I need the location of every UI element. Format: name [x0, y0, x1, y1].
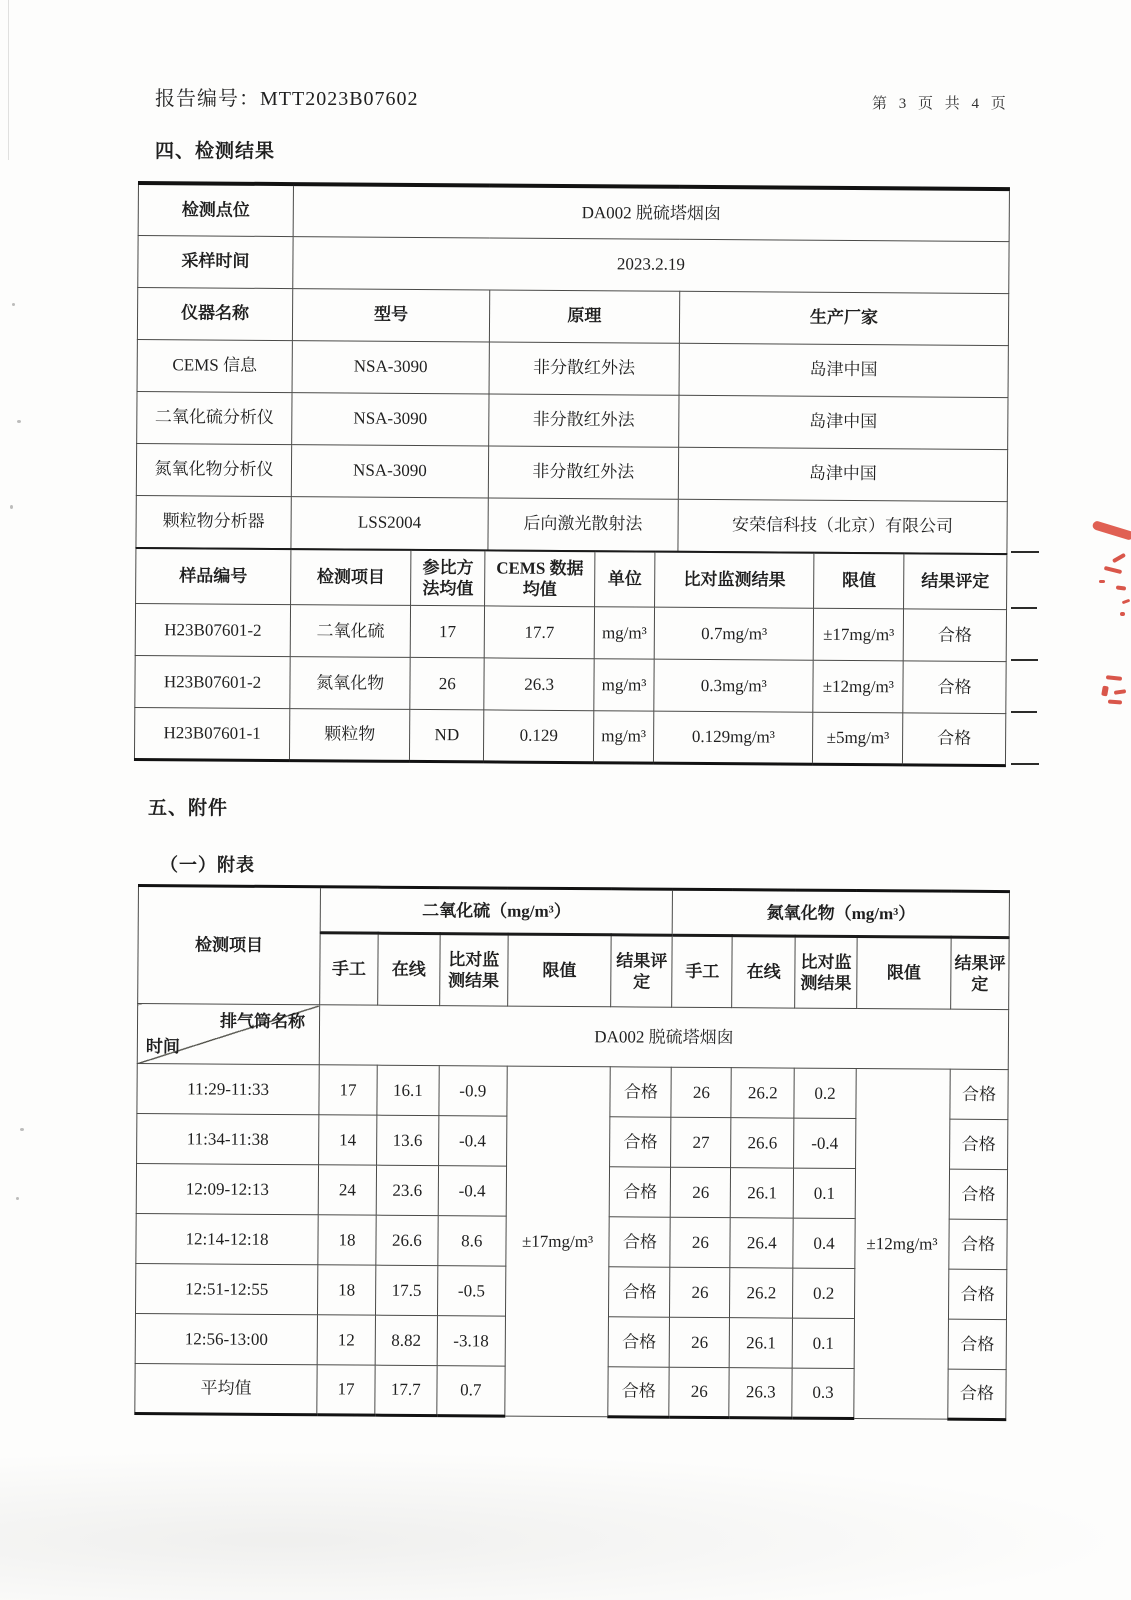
subsection-title-appendix: （一）附表 — [160, 855, 255, 875]
cell: -0.4 — [438, 1166, 506, 1216]
header-cell: 单位 — [595, 551, 655, 607]
cell: 17 — [317, 1365, 375, 1415]
header-cell: 手工 — [672, 935, 733, 1007]
table-row — [137, 1004, 1008, 1070]
scan-speck — [12, 303, 15, 306]
cell: 26.3 — [729, 1368, 792, 1418]
cell: DA002 脱硫塔烟囱 — [293, 184, 1009, 241]
cell: 8.6 — [438, 1216, 506, 1266]
cell: -0.4 — [794, 1118, 856, 1168]
cell: 26.6 — [376, 1215, 438, 1265]
cell: mg/m³ — [594, 607, 654, 659]
header-cell: 限值 — [814, 552, 904, 609]
cell: 颗粒物分析器 — [136, 495, 291, 548]
cell: 11:29-11:33 — [137, 1063, 319, 1114]
cell: 岛津中国 — [678, 447, 1008, 501]
cell: -0.5 — [437, 1266, 505, 1316]
cell: 17.7 — [375, 1365, 437, 1415]
header-cell: 限值 — [507, 934, 611, 1007]
cell: 非分散红外法 — [488, 445, 678, 498]
stamp-mark — [1120, 612, 1125, 616]
page-indicator: 第 3 页 共 4 页 — [872, 96, 1010, 112]
cell: 26 — [671, 1067, 731, 1117]
header-cell: 参比方法均值 — [411, 549, 485, 606]
diagonal-header-cell — [137, 1004, 319, 1065]
cell: H23B07601-2 — [135, 655, 290, 708]
so2-limit-cell: ±17mg/m³ — [505, 1066, 611, 1417]
cell: 合格 — [610, 1067, 671, 1117]
cell: 24 — [318, 1165, 376, 1215]
cell: NSA-3090 — [292, 392, 489, 445]
header-cell: 结果评定 — [951, 937, 1009, 1009]
cell: 12:09-12:13 — [136, 1163, 318, 1214]
results-table-block — [134, 181, 1010, 767]
cell: 合格 — [903, 609, 1006, 662]
cell: 17 — [410, 605, 484, 658]
cell: 14 — [319, 1115, 377, 1165]
cell: 26 — [670, 1217, 730, 1267]
cell: 合格 — [950, 1119, 1008, 1169]
cell: 8.82 — [375, 1315, 437, 1365]
cell: 0.4 — [793, 1218, 855, 1268]
cell: 26.1 — [730, 1318, 793, 1368]
cell: H23B07601-1 — [134, 707, 289, 760]
instrument-table — [135, 181, 1010, 554]
table-row — [138, 235, 1009, 293]
table-row — [137, 1063, 1008, 1119]
scan-speck — [17, 420, 21, 423]
cell: 合格 — [903, 713, 1006, 766]
cell: 后向激光散射法 — [488, 497, 678, 550]
cell: 安荣信科技（北京）有限公司 — [678, 499, 1008, 553]
nox-limit-cell: ±12mg/m³ — [854, 1069, 951, 1420]
cell: NSA-3090 — [291, 444, 488, 497]
cell: 0.2 — [793, 1268, 855, 1318]
cell: 合格 — [609, 1267, 670, 1317]
cell: 16.1 — [377, 1065, 439, 1115]
cell: mg/m³ — [593, 711, 653, 763]
cell: 合格 — [609, 1217, 670, 1267]
cell: 26 — [670, 1267, 730, 1317]
scan-speck — [16, 1197, 19, 1200]
table-row — [137, 391, 1008, 449]
cell: -0.9 — [439, 1066, 507, 1116]
header-cell: 结果评定 — [904, 553, 1007, 610]
table-row — [136, 547, 1007, 609]
cell: 12:51-12:55 — [136, 1263, 318, 1314]
cell: -0.4 — [438, 1116, 506, 1166]
cell: CEMS 信息 — [137, 339, 292, 392]
cell: LSS2004 — [291, 496, 488, 549]
cell: 0.3mg/m³ — [654, 659, 814, 712]
section-title-results: 四、检测结果 — [155, 141, 276, 162]
stamp-mark — [1101, 686, 1109, 697]
sample-comparison-table — [134, 546, 1007, 767]
table-row — [136, 495, 1007, 553]
scan-line-artifact — [1011, 763, 1039, 765]
header-cell: CEMS 数据均值 — [485, 550, 595, 607]
header-cell: 手工 — [320, 933, 378, 1005]
cell: 0.7 — [437, 1366, 505, 1416]
cell: ±17mg/m³ — [814, 608, 904, 661]
header-cell: 样品编号 — [136, 547, 291, 604]
cell: 26.1 — [731, 1168, 794, 1218]
group-header-nox: 氮氧化物（mg/m³） — [672, 889, 1009, 937]
cell: ND — [410, 709, 484, 762]
header-cell: 在线 — [378, 933, 440, 1005]
scan-speck — [10, 505, 13, 509]
header-cell: 仪器名称 — [137, 287, 292, 340]
table-row — [136, 443, 1007, 501]
time-label: 时间 — [145, 1036, 180, 1057]
cell: H23B07601-2 — [135, 603, 290, 656]
header-cell: 检测项目 — [138, 886, 321, 1005]
scan-line-artifact — [1011, 551, 1039, 553]
cell: 13.6 — [376, 1115, 438, 1165]
cell: 18 — [318, 1265, 376, 1315]
cell: 26 — [669, 1317, 729, 1367]
header-cell: 检测点位 — [138, 183, 293, 236]
appendix-table — [134, 884, 1010, 1421]
cell: 17.5 — [375, 1265, 437, 1315]
cell: 27 — [671, 1117, 731, 1167]
scan-line-artifact — [1011, 711, 1037, 713]
report-number: 报告编号：MTT2023B07602 — [155, 88, 419, 110]
scan-shadow — [0, 1450, 1131, 1600]
cell: 合格 — [948, 1369, 1006, 1419]
cell: 17.7 — [484, 606, 594, 659]
cell: 26 — [671, 1167, 731, 1217]
stamp-mark — [1092, 520, 1131, 541]
cell: 氮氧化物 — [290, 657, 411, 710]
table-row — [134, 707, 1005, 765]
cell: 2023.2.19 — [293, 236, 1009, 293]
stamp-mark — [1104, 566, 1122, 574]
cell: 12 — [317, 1315, 375, 1365]
cell: NSA-3090 — [292, 340, 489, 393]
cell: 岛津中国 — [679, 343, 1009, 397]
cell: 平均值 — [135, 1363, 317, 1414]
cell: 26.2 — [731, 1068, 794, 1118]
cell: 颗粒物 — [289, 709, 410, 762]
scan-edge-artifact — [8, 0, 9, 160]
header-cell: 比对监测结果 — [795, 936, 857, 1008]
cell: 合格 — [950, 1069, 1008, 1119]
stamp-mark — [1122, 599, 1131, 605]
cell: 非分散红外法 — [489, 393, 679, 446]
cell: 合格 — [608, 1367, 669, 1417]
stack-name-value: DA002 脱硫塔烟囱 — [319, 1005, 1008, 1070]
header-cell: 结果评定 — [611, 935, 672, 1007]
cell: 0.1 — [793, 1168, 855, 1218]
section-title-attachments: 五、附件 — [148, 798, 229, 819]
cell: ±5mg/m³ — [813, 712, 903, 765]
stack-name-label: 排气筒名称 — [220, 1011, 306, 1032]
cell: 二氧化硫分析仪 — [137, 391, 292, 444]
scan-line-artifact — [1011, 659, 1038, 661]
cell: -3.18 — [437, 1316, 505, 1366]
cell: 18 — [318, 1215, 376, 1265]
table-row — [138, 886, 1009, 938]
cell: 氮氧化物分析仪 — [136, 443, 291, 496]
cell: ±12mg/m³ — [813, 660, 903, 713]
header-cell: 限值 — [857, 937, 952, 1010]
cell: 12:56-13:00 — [135, 1313, 317, 1364]
header-cell: 比对监测结果 — [439, 934, 507, 1006]
cell: 17 — [319, 1065, 377, 1115]
header-cell: 在线 — [732, 936, 795, 1008]
cell: 合格 — [949, 1219, 1007, 1269]
cell: mg/m³ — [594, 659, 654, 711]
cell: 合格 — [610, 1167, 671, 1217]
stamp-mark — [1114, 689, 1126, 695]
cell: 非分散红外法 — [489, 341, 679, 394]
cell: 26.4 — [730, 1218, 793, 1268]
cell: 26.3 — [484, 658, 594, 711]
cell: 合格 — [903, 661, 1006, 714]
cell: 0.129 — [484, 710, 594, 763]
stamp-mark — [1099, 580, 1105, 583]
cell: 0.2 — [794, 1068, 856, 1118]
cell: 合格 — [609, 1317, 670, 1367]
cell: 11:34-11:38 — [137, 1113, 319, 1164]
stamp-mark — [1112, 553, 1126, 563]
stamp-mark — [1106, 675, 1122, 681]
cell: 26 — [410, 657, 484, 710]
header-cell: 比对监测结果 — [655, 551, 815, 608]
cell: 合格 — [948, 1319, 1006, 1369]
header-cell: 原理 — [489, 289, 679, 342]
scan-speck — [20, 1128, 24, 1131]
header-cell: 型号 — [292, 288, 489, 341]
cell: 0.3 — [792, 1368, 854, 1418]
group-header-so2: 二氧化硫（mg/m³） — [320, 887, 673, 935]
table-row — [135, 655, 1006, 713]
scan-line-artifact — [1011, 607, 1037, 609]
cell: 合格 — [949, 1169, 1007, 1219]
cell: 0.129mg/m³ — [654, 711, 814, 764]
stamp-mark — [1116, 585, 1126, 590]
table-row — [138, 183, 1009, 241]
cell: 12:14-12:18 — [136, 1213, 318, 1264]
cell: 合格 — [610, 1117, 671, 1167]
table-row — [135, 603, 1006, 661]
appendix-table-block — [134, 884, 1010, 1421]
cell: 合格 — [948, 1269, 1006, 1319]
cell: 23.6 — [376, 1165, 438, 1215]
table-row — [137, 287, 1008, 345]
stamp-mark — [1108, 700, 1122, 705]
cell: 26.2 — [730, 1268, 793, 1318]
cell: 0.7mg/m³ — [654, 607, 814, 660]
cell: 二氧化硫 — [290, 605, 411, 658]
header-cell: 采样时间 — [138, 235, 293, 288]
header-cell: 生产厂家 — [679, 291, 1009, 345]
cell: 岛津中国 — [678, 395, 1008, 449]
table-row — [137, 339, 1008, 397]
cell: 26.6 — [731, 1118, 794, 1168]
cell: 0.1 — [792, 1318, 854, 1368]
header-cell: 检测项目 — [291, 549, 412, 606]
cell: 26 — [669, 1367, 729, 1417]
